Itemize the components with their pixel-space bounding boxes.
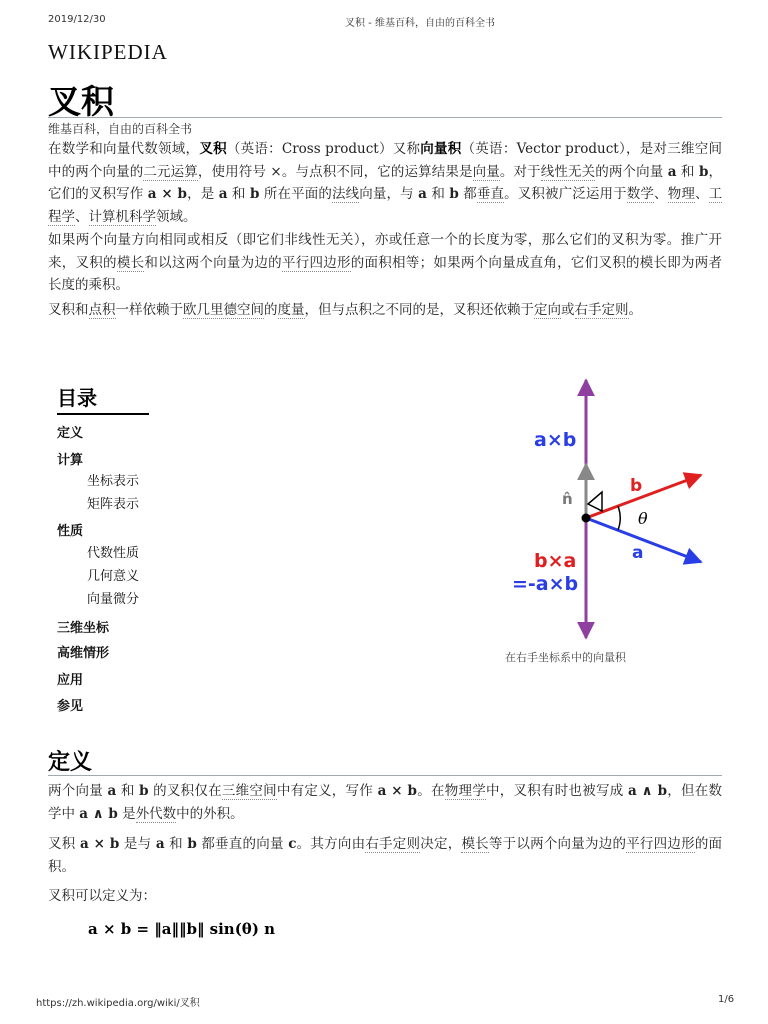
text: 叉积和: [48, 302, 89, 318]
text: 。: [628, 302, 642, 318]
text: 领域。: [156, 208, 197, 225]
math-b: b: [698, 163, 709, 180]
print-doc-title: 叉积 - 维基百科，自由的百科全书: [345, 18, 495, 29]
text: 是与: [119, 836, 156, 852]
text: 和: [164, 836, 188, 852]
math-b: b: [249, 186, 260, 202]
text: 、: [654, 186, 668, 202]
math-c: c: [288, 836, 297, 852]
math-b: b: [139, 783, 149, 799]
math-a: a: [418, 186, 427, 202]
text: 都: [458, 186, 477, 202]
toc-item-properties[interactable]: 性质: [57, 524, 84, 539]
toc-item-3d[interactable]: 三维坐标: [57, 621, 110, 636]
link-physics[interactable]: 物理: [667, 186, 695, 202]
link-parallelogram[interactable]: 平行四边形: [626, 836, 695, 852]
cross-product-figure[interactable]: [498, 372, 728, 672]
link-dot-product[interactable]: 点积: [88, 302, 116, 318]
text: 向量，与: [359, 186, 419, 202]
text: 。在: [416, 783, 445, 799]
link-normal[interactable]: 法线: [331, 186, 360, 202]
toc-item-algebraic[interactable]: 代数性质: [87, 546, 140, 561]
link-linear-independence[interactable]: 线性无关: [540, 163, 596, 180]
text: 、: [75, 208, 89, 225]
text: 。叉积被广泛运用于: [504, 186, 627, 202]
intro-paragraph-1: [48, 138, 722, 228]
definition-paragraph-3: 叉积可以定义为：: [48, 888, 156, 904]
text: 决定，: [420, 836, 462, 852]
toc-item-see-also[interactable]: 参见: [57, 699, 84, 714]
text: 或: [561, 302, 575, 318]
table-of-contents: [57, 382, 149, 714]
text: ，使用符号 ×。与点积不同，它的运算结果是: [197, 163, 473, 180]
link-physics[interactable]: 物理学: [444, 783, 486, 799]
cross-product-formula: a × b = ‖a‖‖b‖ sin(θ) n: [88, 920, 276, 938]
toc-item-higher-dim[interactable]: 高维情形: [57, 646, 110, 661]
link-parallelogram[interactable]: 平行四边形: [281, 254, 351, 271]
link-exterior-algebra[interactable]: 外代数: [135, 805, 177, 822]
text: 和: [116, 783, 140, 799]
text: 的面积相等；如果两个向量成直角，它们叉积的模长即为两者长度的乘积。: [48, 254, 723, 293]
title-divider: [48, 117, 722, 118]
toc-item-applications[interactable]: 应用: [57, 673, 84, 688]
math-a: a: [667, 163, 677, 180]
link-magnitude[interactable]: 模长: [461, 836, 489, 852]
text: 中的外积。: [176, 805, 244, 822]
text: 在数学和向量代数领域，: [48, 141, 200, 157]
link-engineering[interactable]: 工程学: [48, 186, 723, 225]
text: 的面积。: [48, 836, 723, 875]
link-euclidean-space[interactable]: 欧几里德空间: [183, 302, 264, 318]
link-magnitude[interactable]: 模长: [116, 254, 145, 271]
print-url: https://zh.wikipedia.org/wiki/叉积: [36, 998, 200, 1009]
page-title: 叉积: [48, 82, 114, 121]
definition-paragraph-2: [48, 833, 722, 878]
text: 等于以两个向量为边的: [488, 836, 627, 852]
link-3d-space[interactable]: 三维空间: [221, 783, 277, 799]
definition-paragraph-1: [48, 780, 722, 825]
text: 和以这两个向量为边的: [144, 254, 282, 271]
toc-item-coordinate[interactable]: 坐标表示: [87, 474, 140, 489]
link-binary-operation[interactable]: 二元运算: [143, 163, 198, 180]
toc-item-differentiation[interactable]: 向量微分: [87, 592, 140, 607]
text: 一样依赖于: [115, 302, 183, 318]
label-axb: a×b: [534, 429, 577, 451]
intro-paragraph-2: [48, 229, 722, 297]
label-bxa: b×a: [534, 550, 577, 572]
math-a-cross-b: a × b: [79, 836, 120, 852]
text: 中有定义，写作: [276, 783, 378, 799]
text: 的: [264, 302, 278, 318]
math-b: b: [187, 836, 197, 852]
text: 如果两个向量方向相同或相反（即它们非线性无关），亦或任意一个的长度为零，那么它们的叉积为零。推广开来，叉积的: [48, 232, 722, 271]
text: 的叉积仅在: [148, 783, 222, 799]
text: ，是: [186, 186, 219, 202]
link-metric[interactable]: 度量: [277, 302, 305, 318]
text: 、: [694, 186, 709, 202]
link-orientation[interactable]: 定向: [534, 302, 561, 318]
text: 都垂直的向量: [196, 836, 289, 852]
text: 中，叉积有时也被写成: [485, 783, 628, 799]
math-b: b: [449, 186, 459, 202]
toc-item-definition[interactable]: 定义: [57, 426, 84, 441]
origin-point: [582, 514, 591, 523]
text: ，但在数学中: [48, 783, 723, 822]
math-a-wedge-b: a ∧ b: [79, 805, 118, 822]
label-neg-axb: =-a×b: [512, 573, 579, 595]
label-a: a: [632, 543, 644, 563]
math-a: a: [107, 783, 117, 799]
right-angle-marker: [588, 492, 602, 511]
text: （英语：Vector product），是对三维空间中的两个向量的: [48, 141, 723, 180]
section-divider: [48, 775, 722, 776]
print-page-number: 1/6: [718, 994, 735, 1005]
term-cross-product: 叉积: [199, 141, 227, 157]
text: 和: [426, 186, 450, 202]
math-a-wedge-b: a ∧ b: [627, 783, 668, 799]
page-tagline: 维基百科，自由的百科全书: [48, 122, 193, 136]
text: 所在平面的: [259, 186, 332, 202]
intro-paragraph-3: [48, 299, 722, 322]
toc-item-geometric[interactable]: 几何意义: [87, 569, 140, 584]
label-b: b: [630, 476, 643, 496]
text: 的两个向量: [595, 163, 668, 180]
link-computer-science[interactable]: 计算机科学: [88, 208, 156, 225]
text: ，它们的叉积写作: [48, 163, 723, 202]
text: 两个向量: [48, 783, 108, 799]
text: 。对于: [499, 163, 541, 180]
text: 叉积: [48, 836, 80, 852]
toc-title: 目录: [57, 382, 149, 415]
term-vector-product: 向量积: [420, 141, 462, 157]
theta-arc: [618, 506, 620, 530]
figure-caption: 在右手坐标系中的向量积: [505, 651, 626, 664]
link-mathematics[interactable]: 数学: [626, 186, 655, 202]
label-n-hat: n̂: [562, 490, 573, 508]
label-theta: θ: [638, 509, 648, 528]
print-date: 2019/12/30: [48, 14, 106, 25]
math-a-cross-b: a × b: [147, 186, 187, 202]
link-perpendicular[interactable]: 垂直: [476, 186, 505, 202]
math-a: a: [218, 186, 228, 202]
text: 是: [117, 805, 136, 822]
toc-item-matrix[interactable]: 矩阵表示: [87, 497, 140, 512]
link-vector[interactable]: 向量: [472, 163, 500, 180]
toc-item-computation[interactable]: 计算: [57, 453, 84, 468]
link-right-hand-rule[interactable]: 右手定则: [365, 836, 421, 852]
link-right-hand-rule[interactable]: 右手定则: [574, 302, 629, 318]
text: 和: [227, 186, 250, 202]
section-heading-definition: 定义: [48, 750, 93, 775]
math-a-cross-b: a × b: [377, 783, 417, 799]
wikipedia-logo[interactable]: WIKIPEDIA: [48, 40, 168, 64]
math-a: a: [155, 836, 165, 852]
text: ，但与点积之不同的是，叉积还依赖于: [304, 302, 534, 318]
text: 和: [676, 163, 699, 180]
text: 。其方向由: [296, 836, 366, 852]
text: （英语：Cross product）又称: [226, 141, 421, 157]
